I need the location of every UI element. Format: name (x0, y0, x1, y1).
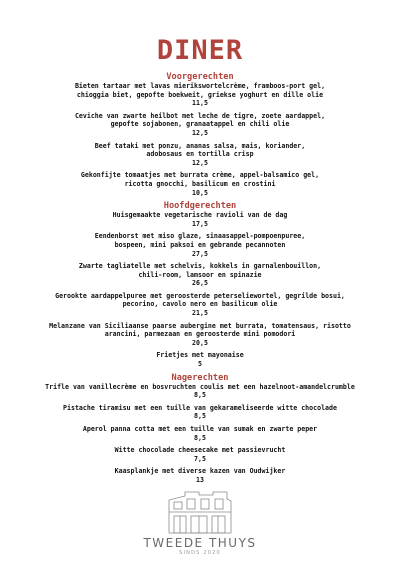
item-price: 11,5 (192, 99, 208, 108)
menu-item (6, 292, 394, 318)
item-price: 7,5 (194, 454, 206, 463)
item-price: 17,5 (192, 219, 208, 228)
menu-item (6, 232, 394, 258)
menu-item (6, 322, 394, 348)
item-description: Kaasplankje met diverse kazen van Oudwijker (114, 467, 286, 476)
item-description: Frietjes met mayonaise (156, 351, 244, 360)
item-price: 8,5 (194, 391, 206, 400)
menu-item (6, 82, 394, 108)
item-description: Eendenborst met miso glaze, sinaasappel-pompoenpuree, bospeen, mini paksoi en gebrande pecannoten (94, 232, 306, 249)
item-description: Gerookte aardappelpuree met geroosterde peterseliewortel, gegrilde bosui, pecorino, cavolo nero en basilicum olie (55, 291, 345, 309)
item-price: 21,5 (192, 309, 208, 318)
item-description: Bieten tartaar met lavas mierikswortelcrème, framboos-port gel, chioggia biet, gepofte boekweit, griekse yoghurt en dille olie (74, 82, 326, 99)
restaurant-name: TWEEDE THUYS (143, 536, 257, 550)
item-description: Gekonfijte tomaatjes met burrata crème, appel-balsamico gel, ricotta gnocchi, basilicum en crostini (80, 171, 320, 188)
section-hoofdgerechten (6, 201, 394, 369)
section-voorgerechten (6, 72, 394, 197)
item-price: 26,5 (192, 279, 208, 288)
menu-item (6, 112, 394, 138)
restaurant-tagline: SINDS 2020 (179, 550, 221, 556)
menu-content (6, 72, 394, 489)
section-heading: Hoofdgerechten (163, 201, 237, 212)
item-price: 12,5 (192, 158, 208, 167)
item-description: Trifle van vanillecrème en bosvruchten coulis met een hazelnoot-amandelcrumble (45, 382, 355, 391)
menu-item (6, 446, 394, 463)
item-description: Melanzane van Siciliaanse paarse aubergine met burrata, tomatensaus, risotto arancini, parmezaan en geroosterde mini pomodori (49, 321, 351, 339)
menu-item (6, 142, 394, 168)
item-description: Aperol panna cotta met een tuille van sumak en zwarte peper (82, 425, 318, 433)
item-description: Beef tataki met ponzu, ananas salsa, mais, koriander, adobosaus en tortilla crisp (94, 141, 306, 159)
item-description: Ceviche van zwarte heilbot met leche de tigre, zoete aardappel, gepofte sojabonen, granaatappel en chili olie (74, 111, 326, 129)
item-description: Huisgemaakte vegetarische ravioli van de dag (112, 211, 288, 220)
item-price: 20,5 (192, 338, 208, 347)
item-price: 27,5 (192, 249, 208, 258)
house-facade-icon (165, 490, 235, 534)
menu-item (6, 425, 394, 442)
item-price: 13 (196, 475, 204, 484)
section-heading: Voorgerechten (166, 72, 234, 82)
menu-item (6, 171, 394, 197)
item-price: 8,5 (194, 433, 206, 442)
menu-item (6, 211, 394, 228)
menu-title: DINER (156, 35, 244, 66)
menu-item (6, 351, 394, 368)
section-nagerechten (6, 373, 394, 485)
item-description: Pistache tiramisu met een tuille van gekarameliseerde witte chocolade (63, 403, 337, 412)
item-price: 5 (198, 360, 202, 369)
restaurant-logo (130, 490, 270, 556)
item-description: Witte chocolade cheesecake met passievrucht (114, 446, 286, 455)
menu-item (6, 467, 394, 484)
menu-item (6, 404, 394, 421)
section-heading: Nagerechten (171, 372, 229, 383)
menu-item (6, 383, 394, 400)
item-price: 10,5 (192, 188, 208, 197)
item-price: 12,5 (192, 128, 208, 137)
item-description: Zwarte tagliatelle met schelvis, kokkels in garnalenbouillon, chili-room, lamsoor en spinazie (78, 262, 322, 279)
item-price: 8,5 (194, 412, 206, 421)
menu-item (6, 262, 394, 288)
